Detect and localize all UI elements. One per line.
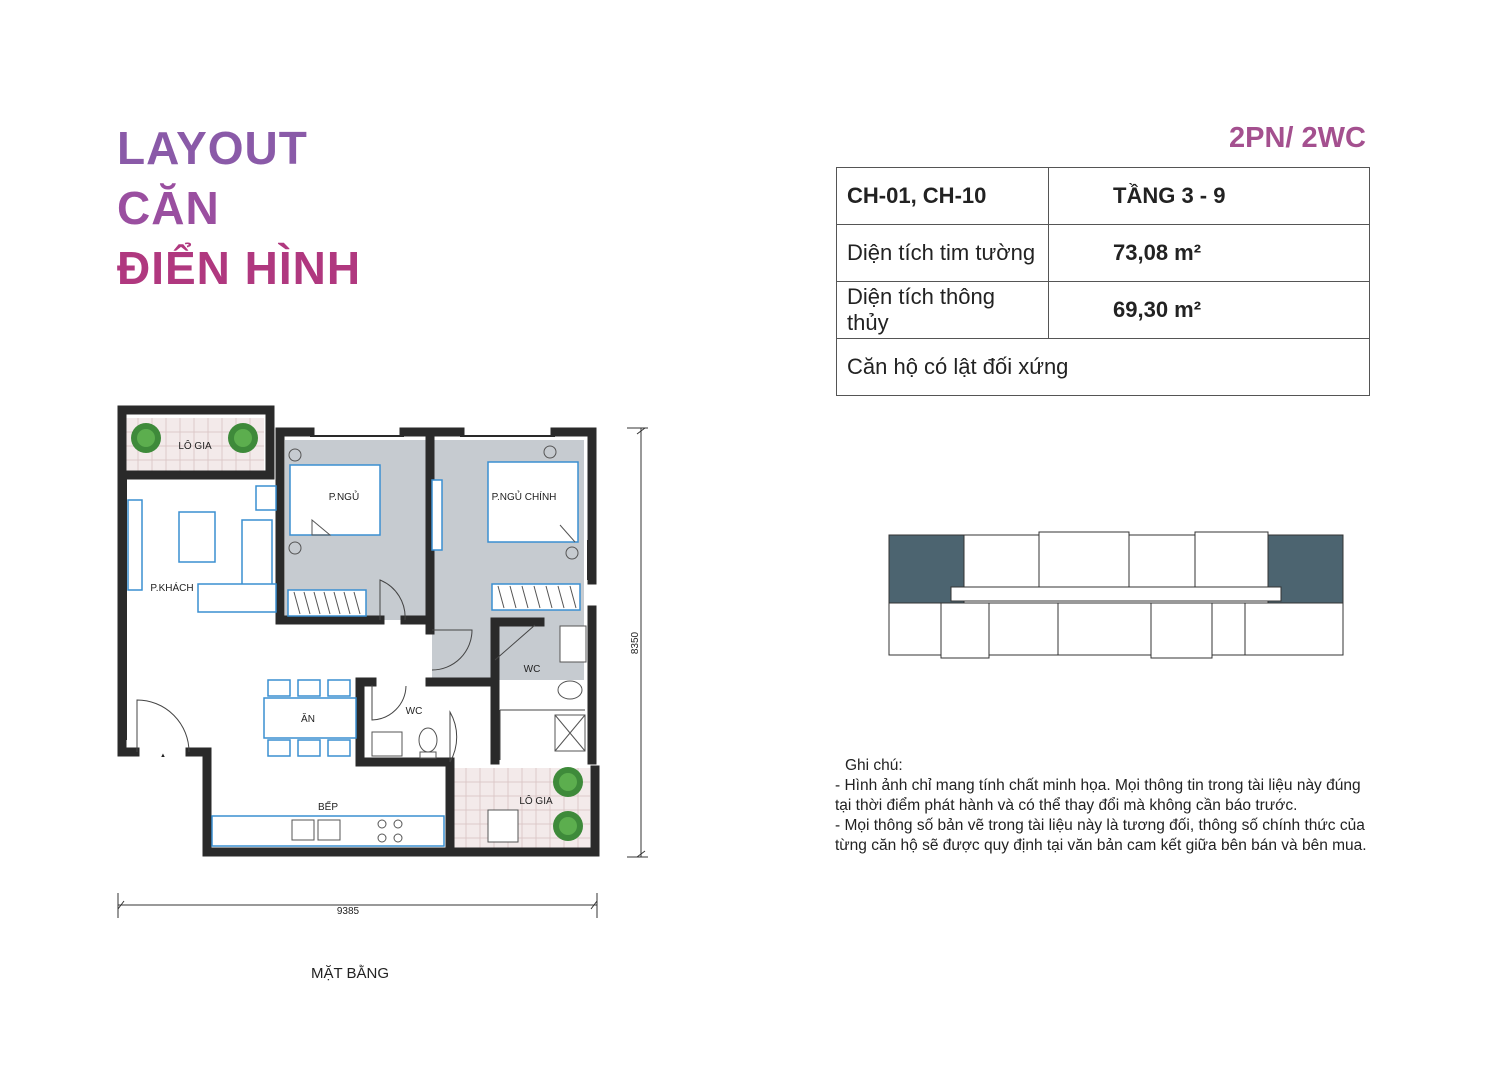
room-label-logia-bottom: LÔ GIA (519, 796, 553, 807)
room-label-kitchen: BẾP (317, 802, 339, 813)
key-plan (889, 532, 1343, 658)
unit-codes: CH-01, CH-10 (837, 168, 1049, 225)
room-label-dining: ĂN (301, 714, 315, 725)
notes-block (835, 756, 1455, 856)
clear-area-value: 69,30 m² (1049, 282, 1370, 339)
wc2-toilet (558, 681, 582, 699)
dimension-height: 8350 (630, 631, 641, 655)
clear-area-label: Diện tích thông thủy (837, 282, 1049, 339)
floor-plan (122, 410, 595, 852)
room-label-wc-1: WC (405, 706, 423, 717)
wc1-sink (372, 732, 402, 756)
room-label-bedroom: P.NGỦ (328, 492, 360, 503)
wall-area-label: Diện tích tim tường (837, 225, 1049, 282)
tv-cabinet (128, 500, 142, 590)
wc2-sink (560, 626, 586, 662)
notes-heading: Ghi chú: (845, 757, 903, 774)
room-label-wc-2: WC (523, 664, 541, 675)
master-wardrobe (492, 584, 580, 610)
coffee-table (179, 512, 215, 562)
floorplan-caption: MẶT BẰNG (310, 965, 390, 982)
title-line-3: ĐIỂN HÌNH (117, 242, 362, 294)
title-line-2: CĂN (117, 182, 220, 234)
svg-text:▲: ▲ (160, 753, 166, 759)
room-label-master-bedroom: P.NGỦ CHÍNH (491, 492, 557, 503)
armchair (256, 486, 276, 510)
notes-line: - Hình ảnh chỉ mang tính chất minh họa. Mọi thông tin trong tài liệu này đúng (835, 777, 1361, 794)
sofa (242, 520, 272, 590)
wall-area-value: 73,08 m² (1049, 225, 1370, 282)
room-label-living: P.KHÁCH (150, 583, 194, 594)
dimension-width: 9385 (336, 906, 360, 917)
notes-line: từng căn hộ sẽ được quy định tại văn bản cam kết giữa bên bán và bên mua. (835, 837, 1367, 854)
sofa-chaise (198, 584, 276, 612)
mirror-note: Căn hộ có lật đối xứng (837, 339, 1370, 396)
room-label-logia-top: LÔ GIA (178, 441, 212, 452)
notes-line: - Mọi thông số bản vẽ trong tài liệu này là tương đối, thông số chính thức của (835, 817, 1365, 834)
wc1-toilet (419, 728, 437, 752)
unit-type-label: 2PN/ 2WC (1229, 122, 1366, 154)
master-desk (432, 480, 442, 550)
notes-line: tại thời điểm phát hành và có thể thay đổi mà không cần báo trước. (835, 797, 1298, 814)
title-line-1: LAYOUT (117, 122, 308, 174)
washing-machine (488, 810, 518, 842)
floor-range: TẦNG 3 - 9 (1049, 168, 1370, 225)
